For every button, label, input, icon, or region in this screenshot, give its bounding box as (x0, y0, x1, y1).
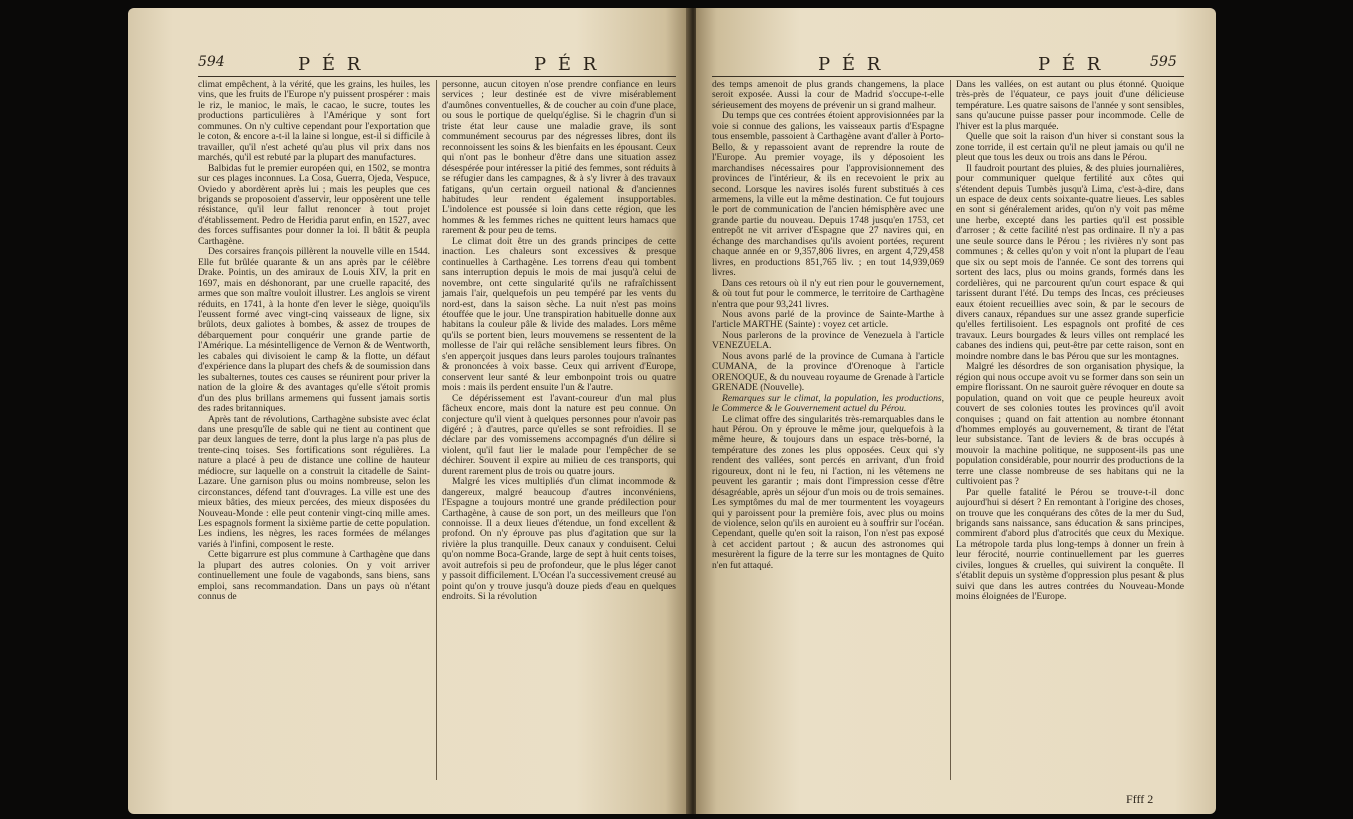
paragraph: Malgré les vices multipliés d'un climat incommode & dangereux, malgré beaucoup d'autres inconvéniens, l'Espagne a toujours montré une grande prédilection pour Carthagène, à cause de son port, un des meilleurs que l'on connoisse. Il a deux lieues d'étendue, un fond excellent & profond. On n'y éprouve pas plus d'agitation que sur la rivière la plus tranquille. Deux canaux y conduisent. Celui qu'on nomme Boca-Grande, large de sept à huit cents toises, avoit autrefois si peu de profondeur, que le plus léger canot y passoit difficilement. L'Océan l'a successivement creusé au point qu'on y trouve jusqu'à douze pieds d'eau en quelques endroits. Si la révolution (442, 476, 676, 603)
paragraph: Balbidas fut le premier européen qui, en 1502, se montra sur ces plages inconnues. La Cosa, Guerra, Ojeda, Vespuce, Oviedo y abordèrent après lui ; mais les peuples que ces brigands se proposoient d'asservir, leur opposèrent une telle résistance, qu'il leur fallut renoncer à tout projet d'établissement. Pedro de Heridia parut enfin, en 1527, avec des forces suffisantes pour donner la loi. Il bâtit & peupla Carthagène. (198, 162, 430, 247)
paragraph: Il faudroit pourtant des pluies, & des pluies journalières, pour communiquer quelque fertilité aux côtes qui s'étendent depuis Tumbès jusqu'à Lima, c'est-à-dire, dans un espace de deux cents soixante-quatre lieues. Les sables en sont si généralement arides, qu'on n'y voit pas même une herbe, excepté dans les parties qu'il est possible d'arroser ; & cette facilité n'est pas ordinaire. Il n'y a pas une seule source dans le Pérou ; les rivières n'y sont pas communes ; & celles qu'on y voit n'ont la plupart de l'eau que six ou sept mois de l'année. Ce sont des torrens qui sortent des lacs, plus ou moins grands, formés dans les cordelières, qui ne parcourent qu'un court espace & qui tarissent durant l'été. Du temps des Incas, ces précieuses eaux étoient recueillies avec soin, & par le secours de divers canaux, répandues sur une assez grande superficie qu'elles fertilisoient. Les espagnols ont profité de ces travaux. Leurs bourgades & leurs villes ont remplacé les cabanes des indiens qui, peut-être par cette raison, sont en moindre nombre dans le bas Pérou que sur les montagnes. (956, 162, 1184, 362)
left-running-head-1: P É R (298, 54, 364, 75)
paragraph: Dans ces retours où il n'y eut rien pour le gouvernement, & où tout fut pour le commerce, le territoire de Carthagène n'entra que pour 93,241 livres. (712, 277, 944, 310)
left-page-number: 594 (198, 54, 225, 70)
paragraph: Ce dépérissement est l'avant-coureur d'un mal plus fâcheux encore, mais dont la nature est peu connue. On conjecture qu'il vient à quelques personnes pour n'avoir pas digéré ; à d'autres, parce qu'elles se sont refroidies. Il se déclare par des vomissemens accompagnés d'un délire si violent, qu'il faut lier le malade pour l'empêcher de se déchirer. Souvent il expire au milieu de ces transports, qui durent rarement plus de trois ou quatre jours. (442, 392, 676, 477)
signature-mark: Ffff 2 (1126, 792, 1154, 806)
right-column-2 (956, 80, 1184, 603)
paragraph: personne, aucun citoyen n'ose prendre confiance en leurs services ; leur destinée est de vivre misérablement d'aumônes conventuelles, & de coucher au coin d'une place, ou sous le portique de quelqu'église. Si le chagrin d'un si triste état leur cause une maladie grave, ils sont communément secourus par des négresses libres, dont ils reconnoissent les soins & les bienfaits en les épousant. Ceux qui n'ont pas le bonheur d'être dans une situation assez désespérée pour intéresser la pitié des femmes, sont réduits à se réfugier dans les campagnes, & à s'y livrer à des travaux fatigans, qu'un certain orgueil national & d'anciennes habitudes leur rendent également insupportables. L'indolence est poussée si loin dans cette région, que les hommes & les femmes riches ne quittent leurs hamacs que rarement & pour peu de tems. (442, 79, 676, 237)
paragraph: Après tant de révolutions, Carthagène subsiste avec éclat dans une presqu'île de sable qui ne tient au continent que par deux langues de terre, dont la plus large n'a pas plus de trente-cinq toises. Ses fortifications sont régulières. La nature a placé à peu de distance une colline de hauteur médiocre, sur laquelle on a construit la citadelle de Saint-Lazare. Une garnison plus ou moins nombreuse, selon les circonstances, défend tant d'ouvrages. La ville est une des mieux bâties, des mieux percées, des mieux disposées du Nouveau-Monde : elle peut contenir vingt-cinq mille ames. Les espagnols forment la sixième partie de cette population. Les indiens, les nègres, les races formées de mélanges variés à l'infini, composent le reste. (198, 413, 430, 550)
left-column-1 (198, 80, 430, 603)
paragraph: Le climat doit être un des grands principes de cette inaction. Les chaleurs sont excessives & presque continuelles à Carthagène. Les torrens d'eau qui tombent sans interruption depuis le mois de mai jusqu'à celui de novembre, ont cette singularité qu'ils ne rafraîchissent jamais l'air, quelquefois un peu tempéré par les vents du nord-est, dans la saison sèche. La nuit n'est pas moins étouffée que le jour. Une transpiration habituelle donne aux habitans la couleur pâle & livide des malades. Lors même qu'ils se portent bien, leurs mouvemens se ressentent de la mollesse de l'air qui relâche sensiblement leurs fibres. On s'en apperçoit jusques dans leurs paroles toujours traînantes & prononcées à voix basse. Ceux qui arrivent d'Europe, conservent leur santé & leur embonpoint trois ou quatre mois : mais ils perdent ensuite l'un & l'autre. (442, 235, 676, 394)
paragraph: Nous avons parlé de la province de Cumana à l'article CUMANA, de la province d'Orenoque à l'article ORENOQUE, & du nouveau royaume de Grenade à l'article GRENADE (Nouvelle). (712, 350, 944, 394)
right-page-number: 595 (1150, 54, 1177, 70)
paragraph: Des corsaires françois pillèrent la nouvelle ville en 1544. Elle fut brûlée quarante & un ans après par le célèbre Drake. Pointis, un des amiraux de Louis XIV, la prit en 1697, mais en déshonorant, par une cruelle rapacité, des armes que son maître vouloit illustrer. Les anglois se virent réduits, en 1741, à la honte d'en lever le siège, quoiqu'ils l'eussent formé avec vingt-cinq vaisseaux de ligne, six brûlots, deux galiotes à bombes, & assez de troupes de débarquement pour conquérir une grande partie de l'Amérique. La mésintelligence de Vernon & de Wentworth, les cabales qui divisoient le camp & la flotte, un défaut d'expérience dans la plupart des chefs & de soumission dans les subalternes, toutes ces causes se réunirent pour priver la nation de la gloire & des avantages qu'elle s'étoit promis d'un des plus brillans armemens qui fussent jamais sortis des rades britanniques. (198, 246, 430, 415)
paragraph: Le climat offre des singularités très-remarquables dans le haut Pérou. On y éprouve le même jour, quelquefois à la même heure, & toujours dans un espace très-borné, la température des zones les plus opposées. Ceux qui s'y rendent des vallées, sont percés en arrivant, d'un froid rigoureux, dont ni le feu, ni l'action, ni les vêtemens ne peuvent les garantir ; mais dont l'impression cesse d'être désagréable, après un séjour d'un mois ou de trois semaines. Les symptômes du mal de mer tourmentent les voyageurs qui y paroissent pour la première fois, avec plus ou moins de violence, selon qu'ils en auroient eu à souffrir sur l'océan. Cependant, quelle qu'en soit la raison, l'on n'est pas exposé à cet accident partout ; & aucun des astronomes qui mesurèrent la figure de la terre sur les montagnes de Quito n'en fut attaqué. (712, 413, 944, 571)
right-header-rule (712, 76, 1184, 77)
paragraph: Malgré les désordres de son organisation physique, la région qui nous occupe avoit vu se former dans son sein un empire florissant. On ne sauroit guère révoquer en doute sa population, quand on voit que ce peuple heureux avoit couvert de ses colonies toutes les provinces qu'il avoit conquises ; quand on fait attention au nombre étonnant d'hommes employés au gouvernement, & tirant de l'état leur subsistance. Tant de leviers & de bras occupés à mouvoir la machine politique, ne supposent-ils pas une population considérable, pour nourrir des productions de la terre une classe nombreuse de ses habitans qui ne la cultivoient pas ? (956, 361, 1184, 488)
section-heading: Remarques sur le climat, la population, les productions, le Commerce & le Gouvernement actuel du Pérou. (712, 392, 944, 415)
paragraph: Quelle que soit la raison d'un hiver si constant sous la zone torride, il est certain qu'il ne pleut jamais ou qu'il ne pleut que tous les deux ou trois ans dans le Pérou. (956, 131, 1184, 164)
paragraph: Dans les vallées, on est autant ou plus étonné. Quoique très-près de l'équateur, ce pays jouit d'une délicieuse température. Les quatre saisons de l'année y sont sensibles, sans qu'aucune puisse passer pour incommode. Celle de l'hiver est la plus marquée. (956, 79, 1184, 132)
right-running-head-2: P É R (1038, 54, 1104, 75)
left-running-head-2: P É R (534, 54, 600, 75)
paragraph: Du temps que ces contrées étoient approvisionnées par la voie si connue des galions, les vaisseaux partis d'Espagne tous ensemble, passoient à Carthagène avant d'aller à Porto-Bello, & y repassoient avant de reprendre la route de l'Europe. Au premier voyage, ils y déposoient les marchandises nécessaires pour l'approvisionnement des provinces de l'intérieur, & ils en recevoient le prix au second. Lorsque les navires isolés furent substitués à ces armemens, la ville eut la même destination. Ce fut toujours le port de communication de l'ancien hémisphère avec une grande partie du nouveau. Depuis 1748 jusqu'en 1753, cet entrepôt ne vit arriver d'Espagne que 27 navires qui, en échange des marchandises qu'ils avoient portées, reçurent chaque année en or 9,357,806 livres, en argent 4,729,458 livres, en productions 851,765 liv. ; en tout 14,939,069 livres. (712, 110, 944, 279)
paragraph: Cette bigarrure est plus commune à Carthagène que dans la plupart des autres colonies. On y voit arriver continuellement une foule de vagabonds, sans biens, sans emploi, sans recommandation. Dans un pays où n'étant connus de (198, 549, 430, 603)
paragraph: Par quelle fatalité le Pérou se trouve-t-il donc aujourd'hui si désert ? En remontant à l'origine des choses, on trouve que les conquérans des côtes de la mer du Sud, brigands sans naissance, sans éducation & sans principes, commirent d'abord plus d'atrocités que ceux du Mexique. La métropole tarda plus long-temps à donner un frein à leur férocité, nourrie continuellement par les guerres civiles, longues & cruelles, qui suivirent la conquête. Il s'établit depuis un système d'oppression plus pesant & plus suivi que dans les autres contrées du Nouveau-Monde moins éloignées de l'Europe. (956, 486, 1184, 603)
paragraph: des temps amenoit de plus grands changemens, la place seroit exposée. Aussi la cour de Madrid s'occupe-t-elle sérieusement des moyens de prévenir un si grand malheur. (712, 79, 944, 111)
left-column-divider (436, 80, 437, 780)
left-header-rule (198, 76, 676, 77)
paragraph: Nous parlerons de la province de Venezuela à l'article VENEZUELA. (712, 329, 944, 352)
right-running-head-1: P É R (818, 54, 884, 75)
paragraph: climat empêchent, à la vérité, que les grains, les huiles, les vins, que les fruits de l'Europe n'y puissent prospérer : mais le riz, le manioc, le maïs, le cacao, le sucre, toutes les productions particulières à l'Amérique y sont fort communes. On n'y cultive cependant pour l'exportation que le coton, & encore a-t-il la laine si longue, est-il si difficile à travailler, qu'il n'est acheté qu'au plus vil prix dans nos marchés, qu'il est rebuté par la plupart des manufactures. (198, 79, 430, 164)
right-column-divider (950, 80, 951, 780)
paragraph: Nous avons parlé de la province de Sainte-Marthe à l'article MARTHE (Sainte) : voyez cet article. (712, 308, 944, 331)
left-column-2 (442, 80, 676, 603)
right-column-1 (712, 80, 944, 571)
